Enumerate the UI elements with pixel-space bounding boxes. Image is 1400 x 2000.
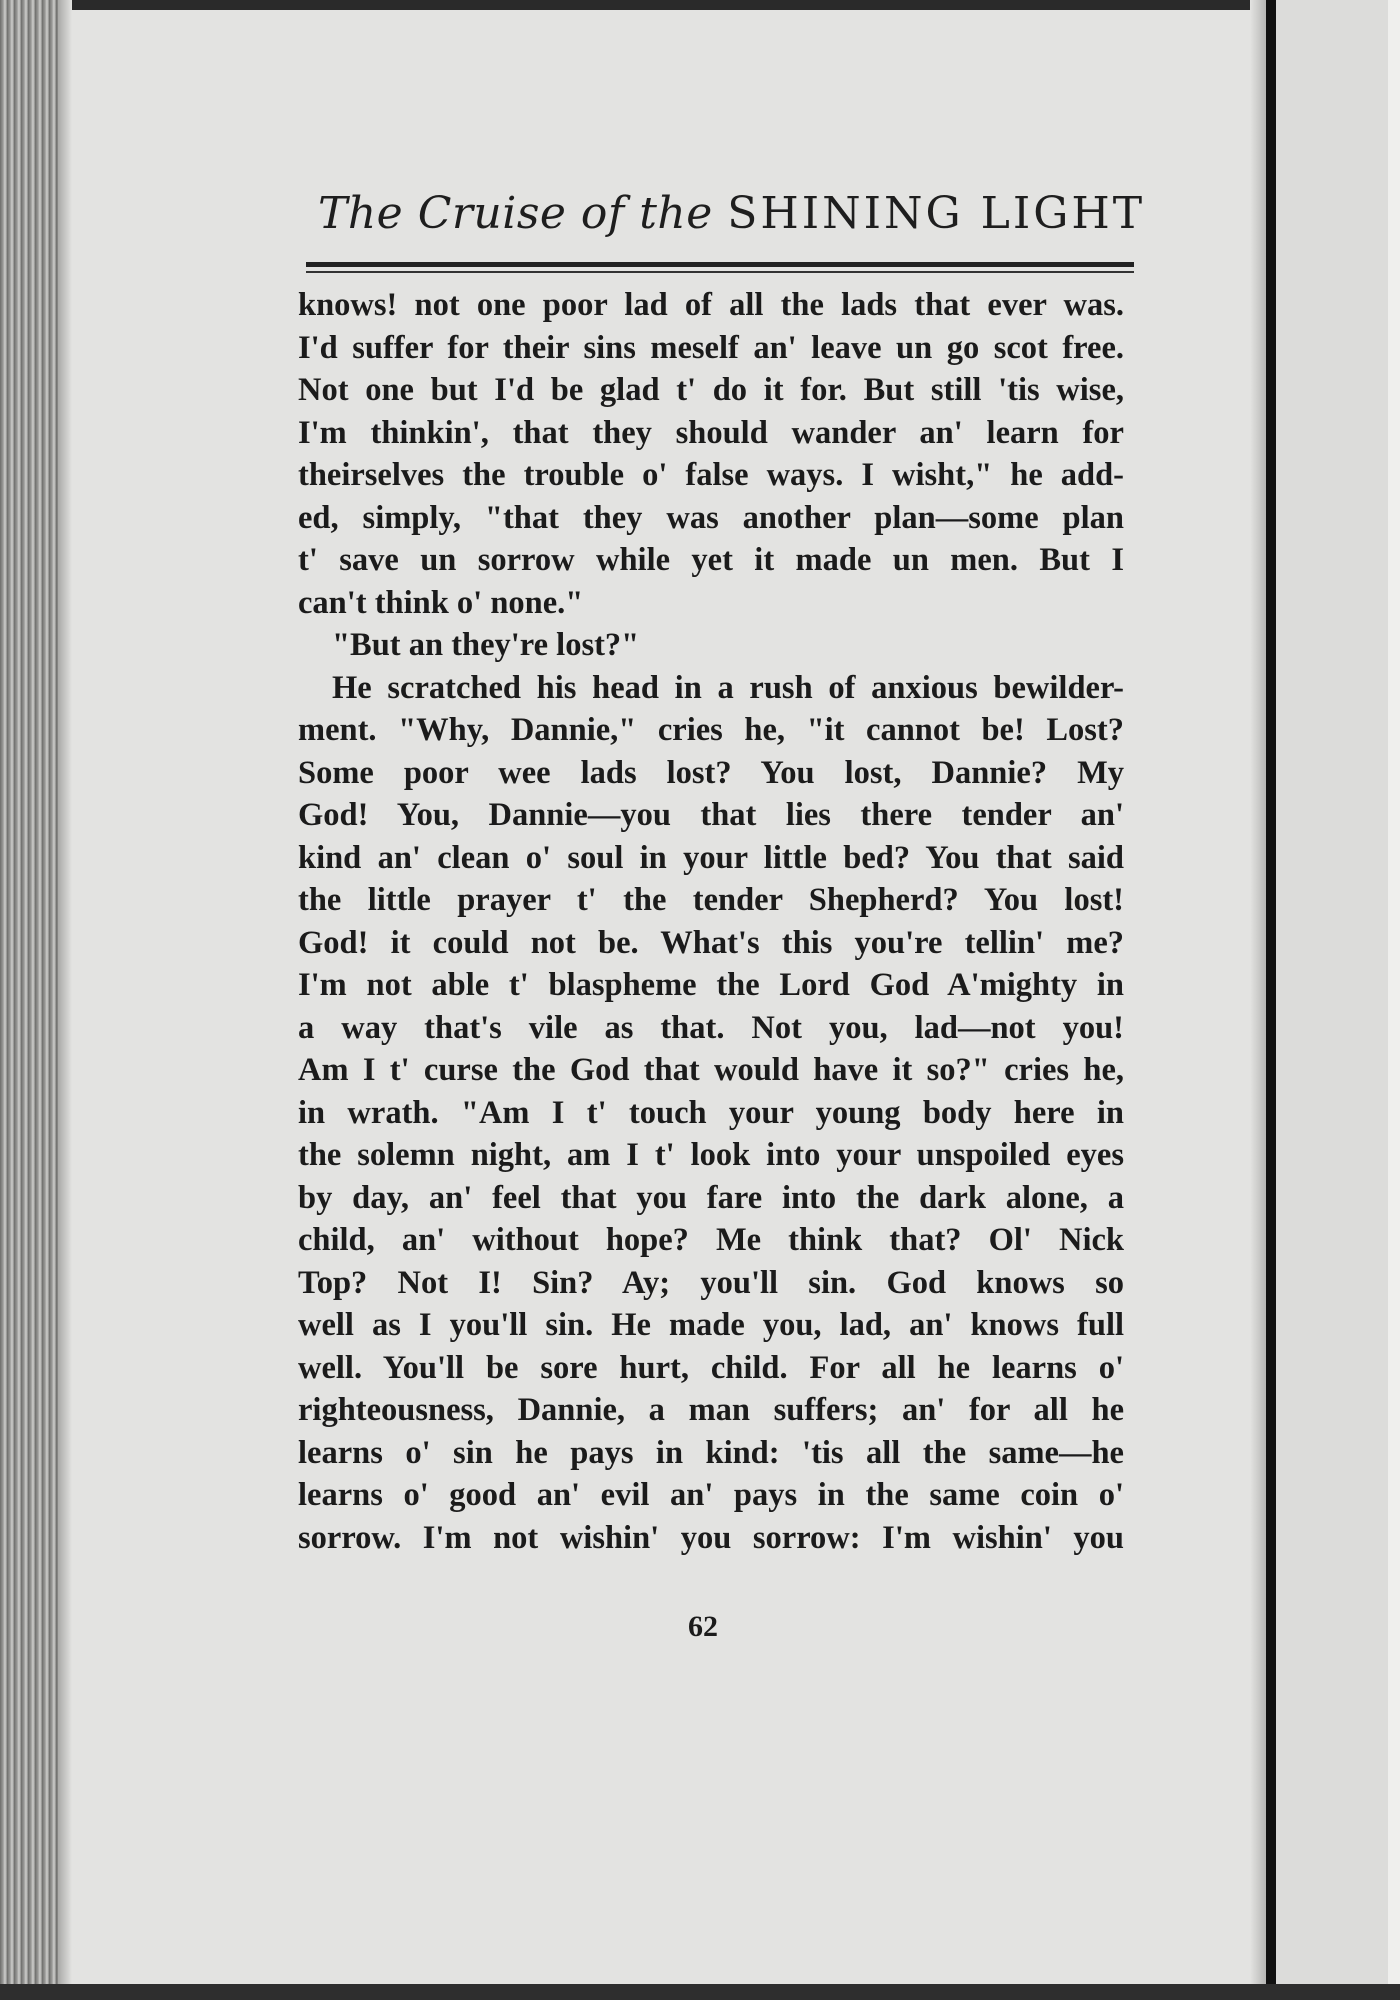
text-line: He scratched his head in a rush of anxious bewilder- <box>332 669 1124 706</box>
text-line: Some poor wee lads lost? You lost, Dannie? My <box>298 754 1124 791</box>
text-line: righteousness, Dannie, a man suffers; an' for all he <box>298 1392 1124 1428</box>
text-line: Am I t' curse the God that would have it so?" cries he, <box>298 1052 1124 1088</box>
facing-page-edge <box>1388 0 1400 2000</box>
scan-top-border <box>0 0 1400 10</box>
page-number: 62 <box>688 1610 718 1643</box>
text-line: theirselves the trouble o' false ways. I wisht," he add- <box>298 457 1124 493</box>
text-line: t' save un sorrow while yet it made un men. But I <box>298 542 1124 578</box>
text-line: kind an' clean o' soul in your little bed? You that said <box>298 839 1124 876</box>
text-line: sorrow. I'm not wishin' you sorrow: I'm wishin' you <box>298 1519 1124 1556</box>
text-line: I'm thinkin', that they should wander an' learn for <box>298 414 1124 451</box>
text-line: the solemn night, am I t' look into your unspoiled eyes <box>298 1137 1124 1173</box>
header-rule-thin <box>306 271 1134 273</box>
text-line: a way that's vile as that. Not you, lad—not you! <box>298 1009 1124 1046</box>
text-line: the little prayer t' the tender Shepherd? You lost! <box>298 882 1124 918</box>
text-line: ed, simply, "that they was another plan—some plan <box>298 499 1124 536</box>
text-line: child, an' without hope? Me think that? Ol' Nick <box>298 1222 1124 1258</box>
text-line: knows! not one poor lad of all the lads that ever was. <box>298 287 1124 323</box>
header-rule-thick <box>306 262 1134 267</box>
text-line: well as I you'll sin. He made you, lad, an' knows full <box>298 1307 1124 1343</box>
text-line: "But an they're lost?" <box>332 627 640 663</box>
page-number-container <box>0 1610 1400 1644</box>
text-line: I'm not able t' blaspheme the Lord God A'mighty in <box>298 967 1124 1003</box>
running-head-prefix: The Cruise of the <box>318 188 713 239</box>
text-line: learns o' good an' evil an' pays in the same coin o' <box>298 1477 1124 1513</box>
text-line: learns o' sin he pays in kind: 'tis all the same—he <box>298 1434 1124 1471</box>
text-line: ment. "Why, Dannie," cries he, "it cannot be! Lost? <box>298 712 1124 748</box>
facing-page-sliver <box>1276 0 1400 2000</box>
book-spine <box>1266 0 1276 2000</box>
text-line: can't think o' none." <box>298 584 584 621</box>
gutter-shadow <box>58 0 72 2000</box>
running-head-title: SHINING LIGHT <box>727 188 1146 239</box>
scan-bottom-border <box>0 1984 1400 2000</box>
stacked-page-edges <box>0 0 58 2000</box>
text-line: God! You, Dannie—you that lies there tender an' <box>298 797 1124 833</box>
text-line: by day, an' feel that you fare into the dark alone, a <box>298 1179 1124 1216</box>
text-line: God! it could not be. What's this you're tellin' me? <box>298 924 1124 961</box>
text-line: I'd suffer for their sins meself an' leave un go scot free. <box>298 329 1124 366</box>
spine-shadow <box>1250 0 1266 2000</box>
text-line: well. You'll be sore hurt, child. For all he learns o' <box>298 1349 1124 1386</box>
running-head <box>318 188 1146 239</box>
body-text <box>298 284 1124 1559</box>
text-line: Not one but I'd be glad t' do it for. But still 'tis wise, <box>298 372 1124 408</box>
text-line: Top? Not I! Sin? Ay; you'll sin. God knows so <box>298 1264 1124 1301</box>
text-line: in wrath. "Am I t' touch your young body here in <box>298 1094 1124 1131</box>
